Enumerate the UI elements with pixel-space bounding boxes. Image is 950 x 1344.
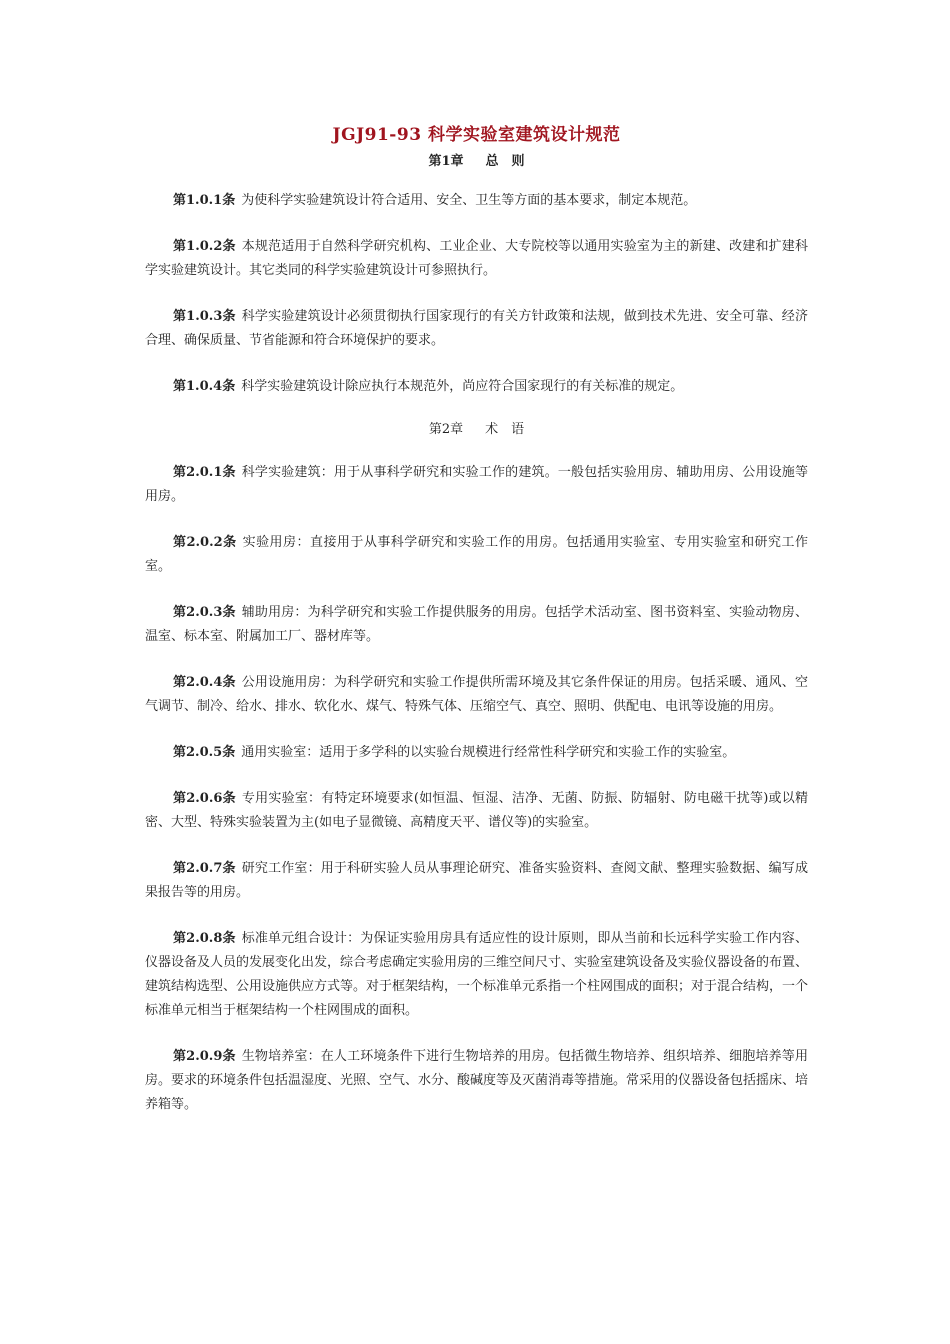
article-2-0-8 — [145, 927, 808, 1023]
article-text: 本规范适用于自然科学研究机构、工业企业、大专院校等以通用实验室为主的新建、改建和扩建科学实验建筑设计。其它类同的科学实验建筑设计可参照执行。 — [145, 239, 808, 278]
article-2-0-7 — [145, 857, 808, 905]
article-text: 科学实验建筑设计除应执行本规范外，尚应符合国家现行的有关标准的规定。 — [241, 379, 684, 394]
article-number: 第2.0.9条 — [173, 1049, 236, 1064]
document-title: JGJ91-93 科学实验室建筑设计规范 — [332, 125, 621, 145]
article-number: 第2.0.3条 — [173, 605, 236, 620]
article-text: 科学实验建筑：用于从事科学研究和实验工作的建筑。一般包括实验用房、辅助用房、公用设施等用房。 — [145, 465, 808, 504]
article-number: 第1.0.2条 — [173, 239, 236, 254]
article-number: 第2.0.7条 — [173, 861, 236, 876]
chapter-1-name: 总 则 — [485, 154, 525, 169]
article-text: 专用实验室：有特定环境要求(如恒温、恒湿、洁净、无菌、防振、防辐射、防电磁干扰等)或以精密、大型、特殊实验装置为主(如电子显微镜、高精度天平、谱仪等)的实验室。 — [145, 791, 808, 830]
article-text: 标准单元组合设计：为保证实验用房具有适应性的设计原则，即从当前和长远科学实验工作内容、仪器设备及人员的发展变化出发，综合考虑确定实验用房的三维空间尺寸、实验室建筑设备及实验仪器设备的布置、建筑结构选型、公用设施供应方式等。对于框架结构，一个标准单元系指一个柱网围成的面积；对于混合结构，一个标准单元相当于框架结构一个柱网围成的面积。 — [145, 931, 809, 1018]
article-number: 第1.0.3条 — [173, 309, 236, 324]
article-number: 第2.0.8条 — [173, 931, 236, 946]
article-number: 第1.0.1条 — [173, 193, 236, 208]
article-2-0-1 — [145, 461, 808, 509]
article-text: 为使科学实验建筑设计符合适用、安全、卫生等方面的基本要求，制定本规范。 — [241, 193, 697, 208]
article-text: 生物培养室：在人工环境条件下进行生物培养的用房。包括微生物培养、组织培养、细胞培养等用房。要求的环境条件包括温湿度、光照、空气、水分、酸碱度等及灭菌消毒等措施。常采用的仪器设备包括摇床、培养箱等。 — [145, 1049, 809, 1112]
article-2-0-4 — [145, 671, 808, 719]
article-2-0-3 — [145, 601, 808, 649]
chapter-2-name: 术 语 — [485, 422, 525, 437]
article-text: 公用设施用房：为科学研究和实验工作提供所需环境及其它条件保证的用房。包括采暖、通风、空气调节、制冷、给水、排水、软化水、煤气、特殊气体、压缩空气、真空、照明、供配电、电讯等设施的用房。 — [145, 675, 808, 714]
article-1-0-3 — [145, 305, 808, 353]
article-1-0-2 — [145, 235, 808, 283]
article-2-0-5 — [145, 741, 808, 765]
article-number: 第2.0.1条 — [173, 465, 236, 480]
chapter-2-number: 第2章 — [428, 422, 464, 437]
article-2-0-9 — [145, 1045, 808, 1117]
article-text: 科学实验建筑设计必须贯彻执行国家现行的有关方针政策和法规，做到技术先进、安全可靠、经济合理、确保质量、节省能源和符合环境保护的要求。 — [145, 309, 808, 348]
article-number: 第2.0.4条 — [173, 675, 236, 690]
article-1-0-1 — [145, 189, 808, 213]
article-1-0-4 — [145, 375, 808, 399]
chapter-1-number: 第1章 — [428, 154, 464, 169]
article-text: 辅助用房：为科学研究和实验工作提供服务的用房。包括学术活动室、图书资料室、实验动物房、温室、标本室、附属加工厂、器材库等。 — [145, 605, 808, 644]
chapter-2-heading — [145, 421, 808, 439]
article-2-0-2 — [145, 531, 808, 579]
article-number: 第2.0.2条 — [173, 535, 237, 550]
article-text: 实验用房：直接用于从事科学研究和实验工作的用房。包括通用实验室、专用实验室和研究工作室。 — [145, 535, 808, 574]
chapter-1-heading — [145, 153, 808, 171]
document-page — [145, 120, 808, 1117]
article-2-0-6 — [145, 787, 808, 835]
article-text: 研究工作室：用于科研实验人员从事理论研究、准备实验资料、查阅文献、整理实验数据、编写成果报告等的用房。 — [145, 861, 808, 900]
article-number: 第1.0.4条 — [173, 379, 236, 394]
article-number: 第2.0.6条 — [173, 791, 236, 806]
article-number: 第2.0.5条 — [173, 745, 236, 760]
article-text: 通用实验室：适用于多学科的以实验台规模进行经常性科学研究和实验工作的实验室。 — [241, 745, 736, 760]
